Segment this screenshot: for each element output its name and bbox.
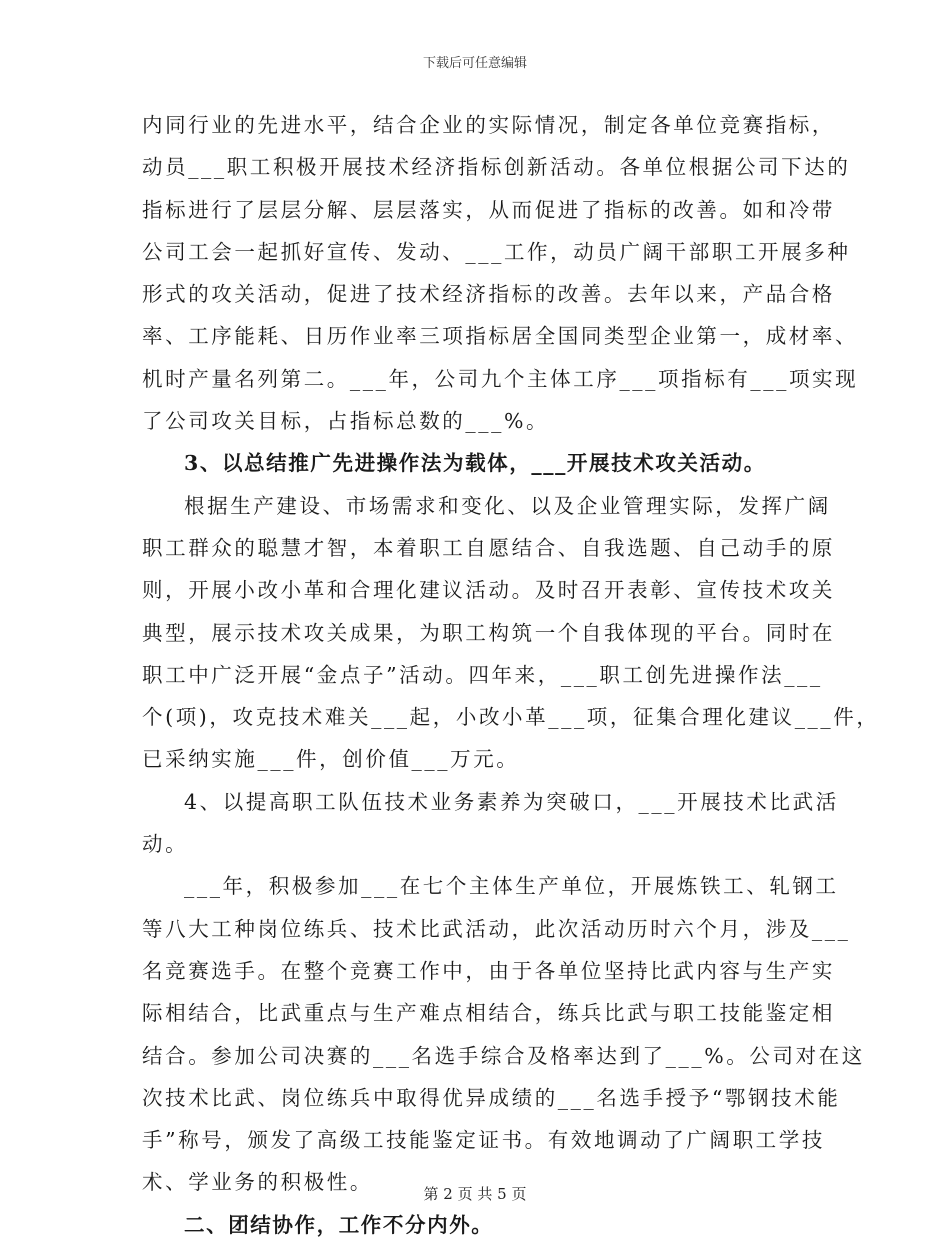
paragraph-line: 等八大工种岗位练兵、技术比武活动，此次活动历时六个月，涉及___ <box>142 916 851 941</box>
paragraph-line: 动。 <box>142 832 189 857</box>
paragraph-line: ___年，积极参加___在七个主体生产单位，开展炼铁工、轧钢工 <box>184 874 839 899</box>
paragraph-line: 职工群众的聪慧才智，本着职工自愿结合、自我选题、自己动手的原 <box>142 535 835 560</box>
paragraph-line: 了公司攻关目标，占指标总数的___%。 <box>142 409 550 434</box>
paragraph-line: 个(项)，攻克技术难关___起，小改小革___项，征集合理化建议___件， <box>142 705 880 730</box>
paragraph-line: 动员___职工积极开展技术经济指标创新活动。各单位根据公司下达的 <box>142 155 851 180</box>
page-header: 下载后可任意编辑 <box>422 56 527 71</box>
document-body <box>142 104 880 1246</box>
paragraph-line: 名竞赛选手。在整个竞赛工作中，由于各单位坚持比武内容与生产实 <box>142 958 835 983</box>
paragraph-line: 根据生产建设、市场需求和变化、以及企业管理实际，发挥广阔 <box>184 493 831 518</box>
paragraph-line: 指标进行了层层分解、层层落实，从而促进了指标的改善。如和冷带 <box>142 197 835 222</box>
paragraph-line: 际相结合，比武重点与生产难点相结合，练兵比武与职工技能鉴定相 <box>142 1001 835 1026</box>
paragraph-line: 公司工会一起抓好宣传、发动、___工作，动员广阔干部职工开展多种 <box>142 239 851 264</box>
paragraph-line: 形式的攻关活动，促进了技术经济指标的改善。去年以来，产品合格 <box>142 282 835 307</box>
paragraph-line: 内同行业的先进水平，结合企业的实际情况，制定各单位竞赛指标， <box>142 113 835 137</box>
paragraph-line: 结合。参加公司决赛的___名选手综合及格率达到了___%。公司对在这 <box>142 1043 865 1068</box>
paragraph-line: 典型，展示技术攻关成果，为职工构筑一个自我体现的平台。同时在 <box>142 620 835 645</box>
paragraph-line: 手”称号，颁发了高级工技能鉴定证书。有效地调动了广阔职工学技 <box>142 1128 825 1153</box>
paragraph-line: 则，开展小改小革和合理化建议活动。及时召开表彰、宣传技术攻关 <box>142 578 835 603</box>
paragraph-line: 率、工序能耗、日历作业率三项指标居全国同类型企业第一，成材率、 <box>142 324 859 349</box>
paragraph-line: 机时产量名列第二。___年，公司九个主体工序___项指标有___项实现 <box>142 366 859 391</box>
paragraph-line: 职工中广泛开展“金点子”活动。四年来，___职工创先进操作法___ <box>142 662 823 687</box>
paragraph-line: 已采纳实施___件，创价值___万元。 <box>142 747 520 772</box>
paragraph-line: 次技术比武、岗位练兵中取得优异成绩的___名选手授予“鄂钢技术能 <box>142 1085 841 1110</box>
section-heading: 二、团结协作，工作不分内外。 <box>184 1212 494 1237</box>
paragraph-line: 术、学业务的积极性。 <box>142 1170 373 1195</box>
paragraph-line: 4、以提高职工队伍技术业务素养为突破口，___开展技术比武活 <box>184 789 839 814</box>
section-heading: 3、以总结推广先进操作法为载体，___开展技术攻关活动。 <box>184 451 766 476</box>
page-footer: 第 2 页 共 5 页 <box>423 1185 527 1203</box>
